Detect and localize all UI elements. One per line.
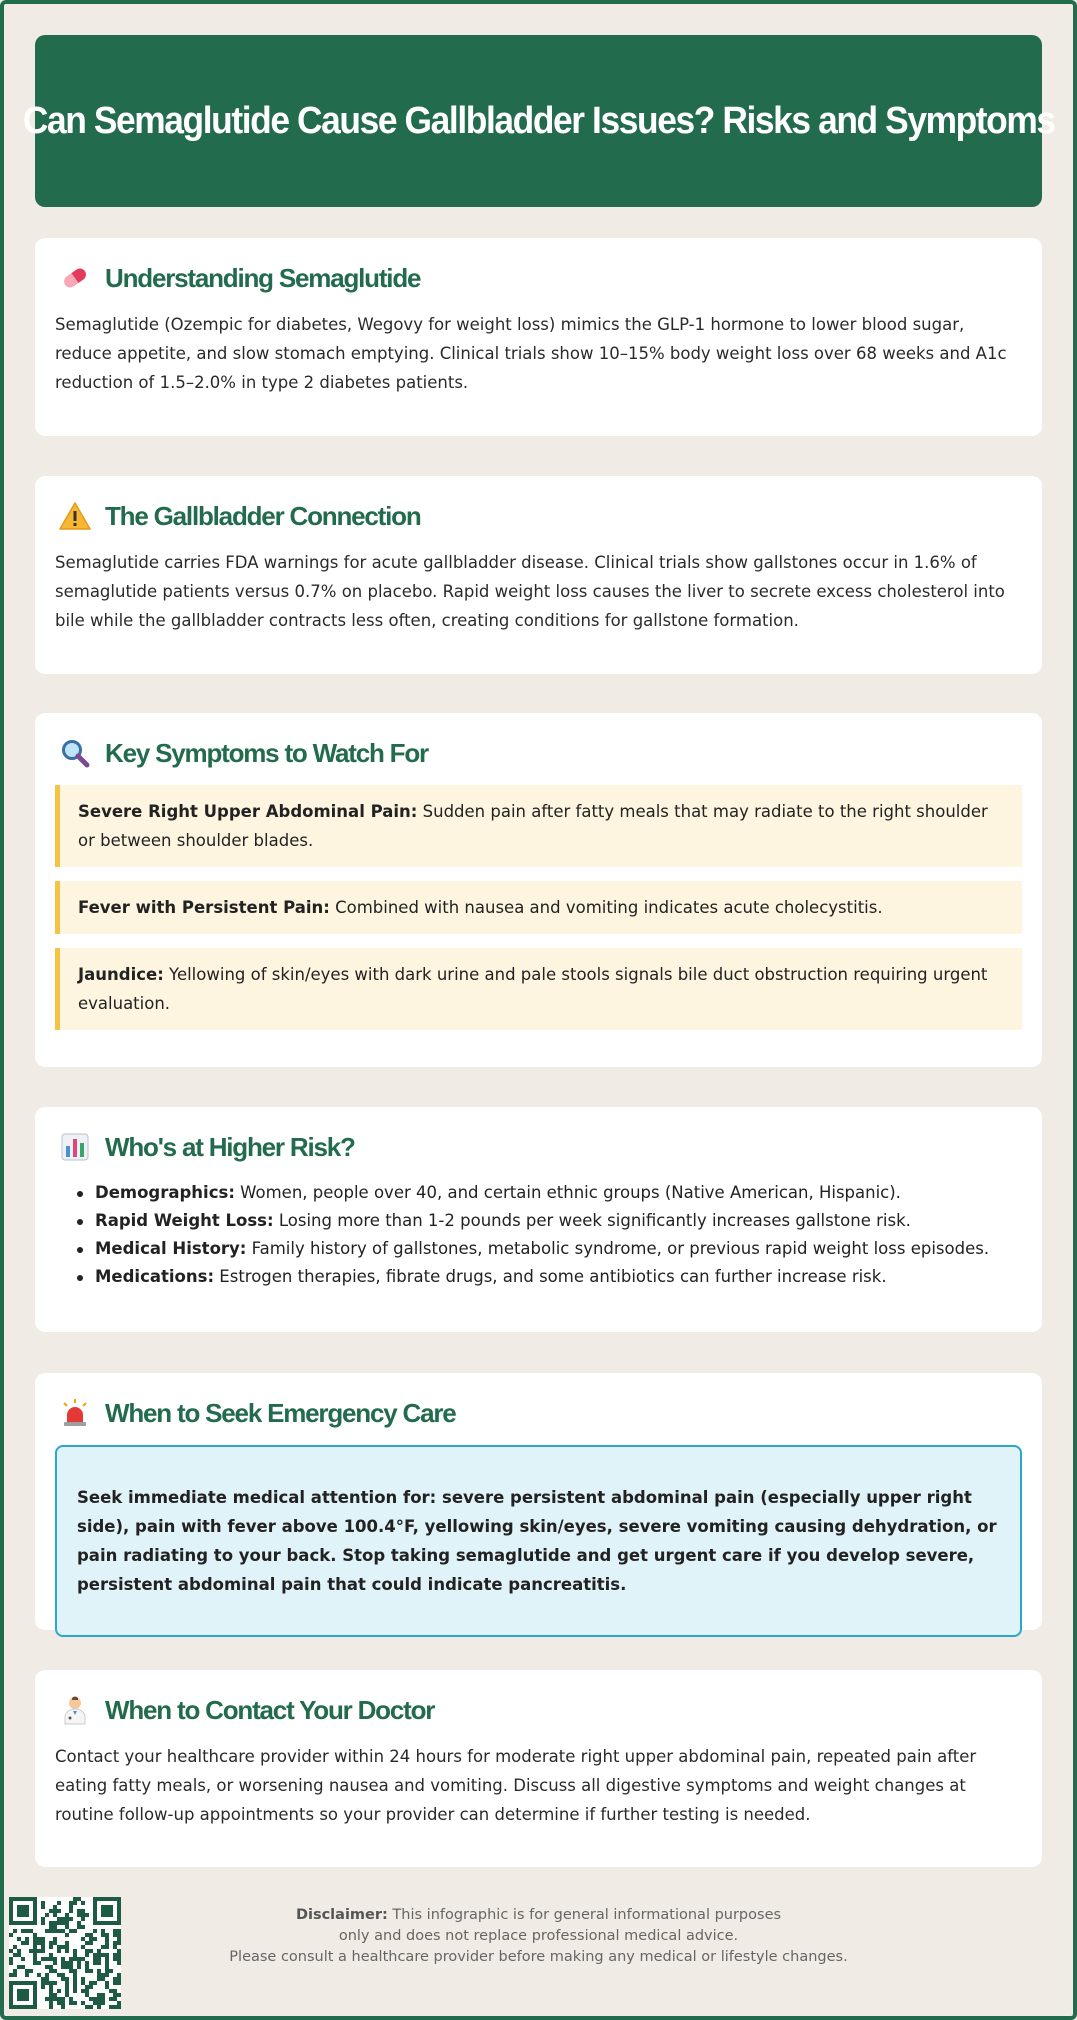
card-gallbladder-connection [35, 476, 1042, 674]
symptom-item: Fever with Persistent Pain: Combined with nausea and vomiting indicates acute cholecystitis. [55, 881, 1022, 934]
risk-list [55, 1179, 1022, 1291]
card-higher-risk [35, 1107, 1042, 1332]
card-key-symptoms [35, 713, 1042, 1067]
disclaimer: Disclaimer: This infographic is for general informational purposes only and does not replace professional medical advice. Please consult a healthcare provider before making any medical or lifestyle changes. [229, 1907, 848, 1965]
doctor-icon [57, 1692, 93, 1728]
card-contact-doctor [35, 1670, 1042, 1867]
title-banner [22, 35, 1055, 207]
bar-chart-icon [57, 1129, 93, 1165]
card-emergency-care [35, 1373, 1042, 1630]
card-understanding [35, 238, 1042, 436]
section-heading: Who's at Higher Risk? [105, 1131, 355, 1162]
warning-icon [57, 498, 93, 534]
section-heading: The Gallbladder Connection [105, 500, 421, 531]
section-text: Semaglutide (Ozempic for diabetes, Wegovy for weight loss) mimics the GLP-1 hormone to lower blood sugar, reduce appetite, and slow stomach emptying. Clinical trials show 10–15% body weight loss over 68 weeks and A1c reduction of 1.5–2.0% in type 2 diabetes patients. [55, 315, 1007, 392]
symptom-item: Severe Right Upper Abdominal Pain: Sudden pain after fatty meals that may radiate to the right shoulder or between shoulder blades. [55, 785, 1022, 867]
magnifier-icon [57, 735, 93, 771]
list-item: Demographics: Women, people over 40, and certain ethnic groups (Native American, Hispanic). [75, 1179, 1022, 1207]
section-text: Contact your healthcare provider within 24 hours for moderate right upper abdominal pain, repeated pain after eating fatty meals, or worsening nausea and vomiting. Discuss all digestive symptoms and weight changes at routine follow-up appointments so your provider can determine if further testing is needed. [55, 1747, 977, 1824]
page-title: Can Semaglutide Cause Gallbladder Issues? Risks and Symptoms [22, 99, 1055, 142]
section-heading: Understanding Semaglutide [105, 262, 421, 293]
section-heading: When to Seek Emergency Care [105, 1397, 456, 1428]
symptom-item: Jaundice: Yellowing of skin/eyes with dark urine and pale stools signals bile duct obstruction requiring urgent evaluation. [55, 948, 1022, 1030]
list-item: Medications: Estrogen therapies, fibrate drugs, and some antibiotics can further increase risk. [75, 1263, 1022, 1291]
section-text: Semaglutide carries FDA warnings for acute gallbladder disease. Clinical trials show gallstones occur in 1.6% of semaglutide patients versus 0.7% on placebo. Rapid weight loss causes the liver to secrete excess cholesterol into bile while the gallbladder contracts less often, creating conditions for gallstone formation. [55, 553, 1005, 630]
section-heading: When to Contact Your Doctor [105, 1694, 435, 1725]
list-item: Rapid Weight Loss: Losing more than 1-2 pounds per week significantly increases gallstone risk. [75, 1207, 1022, 1235]
list-item: Medical History: Family history of gallstones, metabolic syndrome, or previous rapid weight loss episodes. [75, 1235, 1022, 1263]
section-heading: Key Symptoms to Watch For [105, 737, 428, 768]
qr-code [9, 1897, 121, 2009]
emergency-alert-box: Seek immediate medical attention for: severe persistent abdominal pain (especially upper right side), pain with fever above 100.4°F, yellowing skin/eyes, severe vomiting causing dehydration, or pain radiating to your back. Stop taking semaglutide and get urgent care if you develop severe, persistent abdominal pain that could indicate pancreatitis. [55, 1445, 1022, 1637]
pill-icon [57, 260, 93, 296]
disclaimer-label: Disclaimer: [295, 1907, 388, 1923]
siren-icon [57, 1395, 93, 1431]
